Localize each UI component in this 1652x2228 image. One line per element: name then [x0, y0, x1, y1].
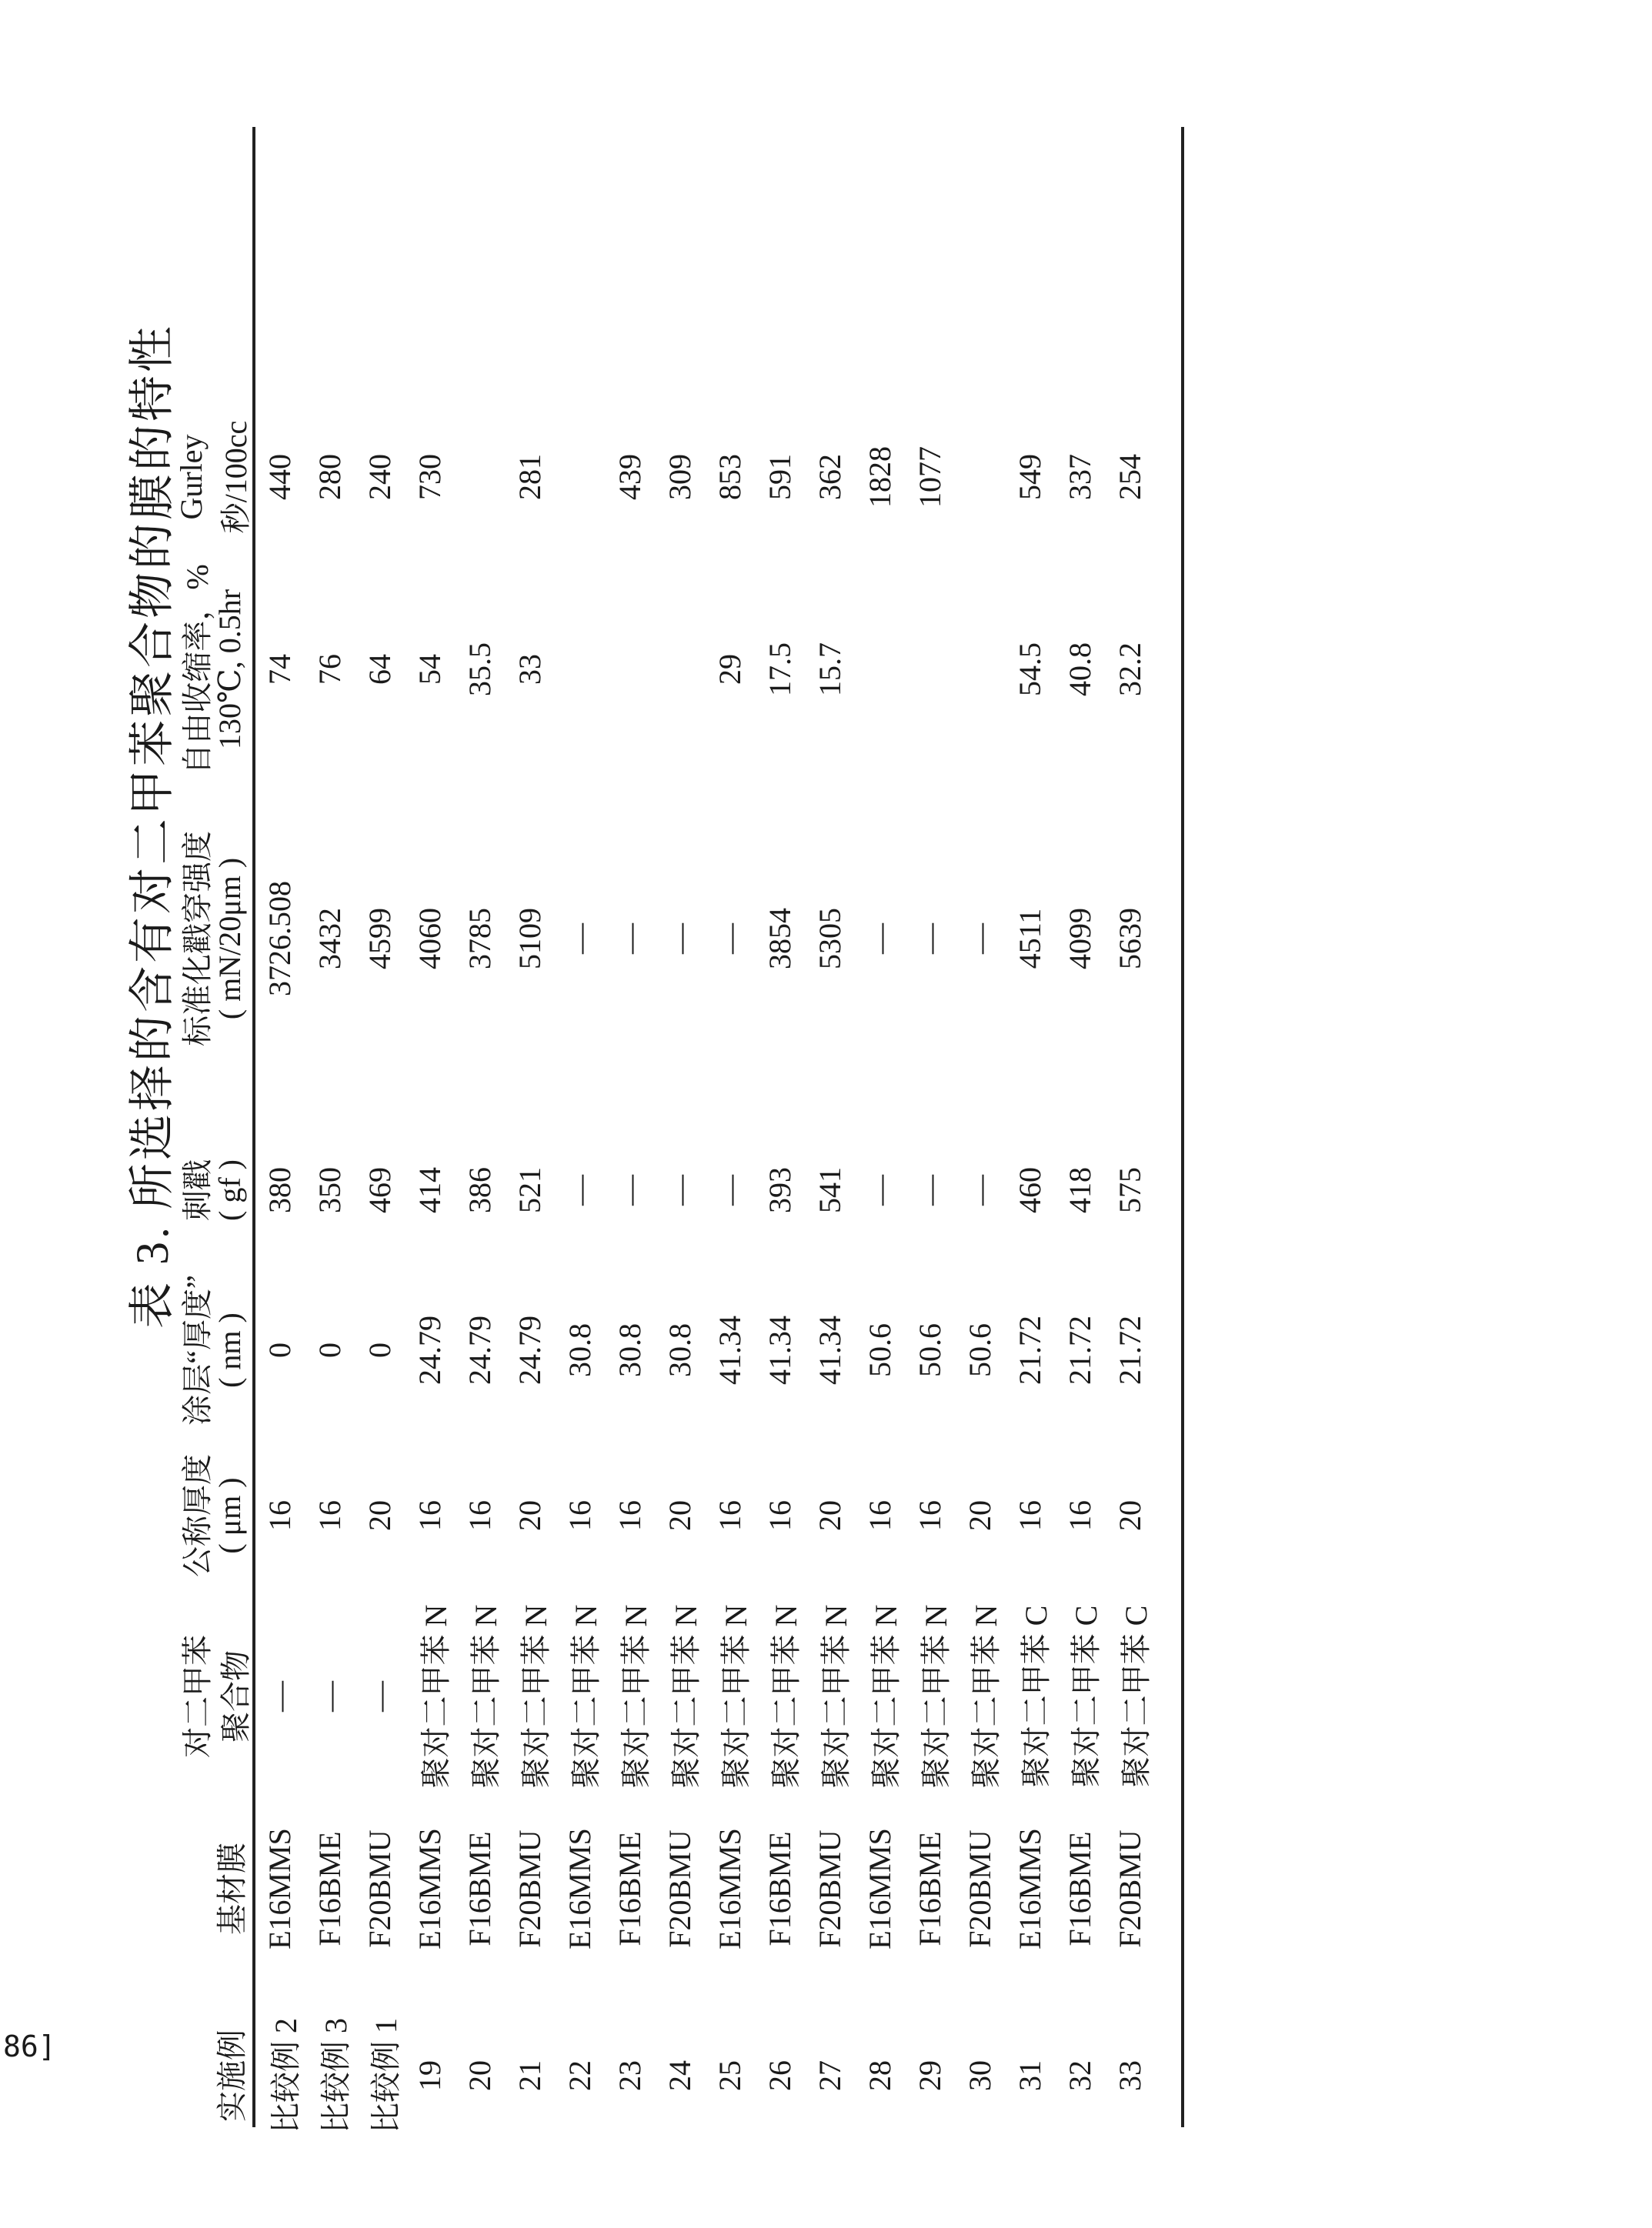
cell-coating-thickness: 0	[262, 1342, 297, 1358]
cell-free-shrinkage: 15.7	[813, 642, 847, 696]
cell-example: 19	[412, 2060, 447, 2091]
page-number: 86]	[3, 2030, 56, 2063]
header-puncture-unit: ( gf )	[212, 1159, 247, 1221]
cell-gurley: 440	[262, 454, 297, 500]
cell-coating-thickness: 0	[362, 1342, 397, 1358]
cell-free-shrinkage: 32.2	[1113, 642, 1147, 696]
cell-coating-thickness: 21.72	[1113, 1316, 1147, 1385]
cell-puncture: —	[713, 1175, 747, 1206]
cell-substrate-film: E16MMS	[1013, 1828, 1047, 1950]
cell-parylene-polymer: 聚对二甲苯 C	[1019, 1605, 1053, 1788]
cell-normalized-puncture: 5639	[1113, 908, 1147, 969]
header-example: 实施例	[215, 2030, 249, 2122]
cell-gurley: 549	[1013, 454, 1047, 500]
cell-substrate-film: F20BMU	[662, 1829, 697, 1948]
cell-coating-thickness: 24.79	[512, 1316, 547, 1385]
cell-substrate-film: F20BMU	[813, 1829, 847, 1948]
cell-free-shrinkage: 17.5	[763, 642, 797, 696]
cell-parylene-polymer: 聚对二甲苯 N	[519, 1604, 553, 1789]
cell-normalized-puncture: 4511	[1013, 908, 1047, 969]
cell-puncture: 414	[412, 1167, 447, 1213]
header-free-shrinkage-unit: 130℃, 0.5hr	[212, 589, 247, 750]
cell-normalized-puncture: —	[662, 923, 697, 954]
cell-substrate-film: E16MMS	[713, 1828, 747, 1950]
cell-puncture: 469	[362, 1167, 397, 1213]
cell-example: 28	[863, 2060, 897, 2091]
cell-nominal-thickness: 16	[262, 1500, 297, 1531]
cell-parylene-polymer: 聚对二甲苯 C	[1119, 1605, 1153, 1788]
cell-puncture: 380	[262, 1167, 297, 1213]
cell-free-shrinkage: 54	[412, 654, 447, 685]
header-coating-thickness-unit: ( nm )	[212, 1312, 247, 1388]
cell-puncture: —	[662, 1175, 697, 1206]
cell-normalized-puncture: 3785	[462, 908, 497, 969]
cell-gurley: 439	[612, 454, 647, 500]
table-bottom-rule	[1181, 127, 1184, 2127]
cell-nominal-thickness: 16	[1013, 1500, 1047, 1531]
cell-coating-thickness: 0	[312, 1342, 347, 1358]
cell-substrate-film: F16BME	[763, 1831, 797, 1946]
cell-gurley: 362	[813, 454, 847, 500]
cell-puncture: 521	[512, 1167, 547, 1213]
cell-parylene-polymer: 聚对二甲苯 C	[1069, 1605, 1103, 1788]
cell-free-shrinkage: 40.8	[1063, 642, 1097, 696]
cell-puncture: 418	[1063, 1167, 1097, 1213]
cell-nominal-thickness: 20	[662, 1500, 697, 1531]
cell-normalized-puncture: —	[612, 923, 647, 954]
cell-example: 比较例 1	[369, 2018, 403, 2133]
cell-parylene-polymer: 聚对二甲苯 N	[569, 1604, 603, 1789]
cell-substrate-film: F16BME	[462, 1831, 497, 1946]
cell-substrate-film: F20BMU	[512, 1829, 547, 1948]
cell-example: 比较例 3	[319, 2018, 353, 2133]
header-normalized-puncture-unit: ( mN/20μm )	[212, 857, 247, 1020]
cell-coating-thickness: 41.34	[813, 1316, 847, 1385]
cell-puncture: —	[612, 1175, 647, 1206]
cell-nominal-thickness: 16	[1063, 1500, 1097, 1531]
cell-example: 27	[813, 2060, 847, 2091]
cell-gurley: 730	[412, 454, 447, 500]
cell-coating-thickness: 24.79	[412, 1316, 447, 1385]
cell-gurley: 280	[312, 454, 347, 500]
header-gurley: Gurley	[174, 434, 209, 520]
header-free-shrinkage: 自由收缩率，%	[180, 564, 215, 775]
cell-example: 30	[963, 2060, 997, 2091]
cell-nominal-thickness: 16	[913, 1500, 947, 1531]
header-substrate-film: 基材膜	[215, 1843, 249, 1935]
cell-example: 25	[713, 2060, 747, 2091]
cell-coating-thickness: 30.8	[562, 1323, 597, 1377]
cell-normalized-puncture: 3854	[763, 908, 797, 969]
cell-example: 22	[562, 2060, 597, 2091]
cell-free-shrinkage: 29	[713, 654, 747, 685]
cell-nominal-thickness: 20	[362, 1500, 397, 1531]
cell-parylene-polymer: 聚对二甲苯 N	[619, 1604, 653, 1789]
cell-substrate-film: E16MMS	[412, 1828, 447, 1950]
header-gurley-unit: 秒/100cc	[219, 420, 253, 534]
cell-substrate-film: F16BME	[1063, 1831, 1097, 1946]
cell-coating-thickness: 21.72	[1063, 1316, 1097, 1385]
cell-normalized-puncture: 3726.508	[262, 881, 297, 996]
cell-normalized-puncture: —	[913, 923, 947, 954]
cell-puncture: —	[963, 1175, 997, 1206]
cell-example: 33	[1113, 2060, 1147, 2091]
cell-puncture: 350	[312, 1167, 347, 1213]
cell-normalized-puncture: —	[963, 923, 997, 954]
cell-puncture: 541	[813, 1167, 847, 1213]
cell-gurley: 853	[713, 454, 747, 500]
cell-normalized-puncture: —	[713, 923, 747, 954]
cell-parylene-polymer: 聚对二甲苯 N	[769, 1604, 803, 1789]
cell-gurley: 240	[362, 454, 397, 500]
cell-normalized-puncture: 4060	[412, 908, 447, 969]
cell-example: 比较例 2	[269, 2018, 303, 2133]
cell-coating-thickness: 30.8	[662, 1323, 697, 1377]
header-nominal-thickness-unit: ( μm )	[212, 1477, 247, 1554]
rotated-table-page	[115, 112, 1362, 2133]
cell-nominal-thickness: 16	[863, 1500, 897, 1531]
cell-nominal-thickness: 16	[612, 1500, 647, 1531]
cell-nominal-thickness: 16	[412, 1500, 447, 1531]
cell-parylene-polymer: 聚对二甲苯 N	[869, 1604, 903, 1789]
cell-puncture: 386	[462, 1167, 497, 1213]
cell-parylene-polymer: 聚对二甲苯 N	[819, 1604, 853, 1789]
cell-nominal-thickness: 16	[462, 1500, 497, 1531]
cell-nominal-thickness: 16	[312, 1500, 347, 1531]
cell-nominal-thickness: 20	[1113, 1500, 1147, 1531]
cell-puncture: —	[562, 1175, 597, 1206]
cell-puncture: —	[913, 1175, 947, 1206]
cell-gurley: 1077	[913, 446, 947, 508]
cell-substrate-film: F20BMU	[1113, 1829, 1147, 1948]
cell-example: 31	[1013, 2060, 1047, 2091]
cell-coating-thickness: 30.8	[612, 1323, 647, 1377]
cell-gurley: 337	[1063, 454, 1097, 500]
cell-parylene-polymer: 聚对二甲苯 N	[469, 1604, 503, 1789]
cell-free-shrinkage: 64	[362, 654, 397, 685]
cell-normalized-puncture: 4099	[1063, 908, 1097, 969]
cell-nominal-thickness: 16	[713, 1500, 747, 1531]
cell-nominal-thickness: 20	[813, 1500, 847, 1531]
cell-free-shrinkage: 33	[512, 654, 547, 685]
cell-free-shrinkage: 35.5	[462, 642, 497, 696]
cell-coating-thickness: 41.34	[713, 1316, 747, 1385]
cell-example: 24	[662, 2060, 697, 2091]
cell-nominal-thickness: 16	[763, 1500, 797, 1531]
cell-puncture: 460	[1013, 1167, 1047, 1213]
cell-normalized-puncture: 4599	[362, 908, 397, 969]
cell-substrate-film: F16BME	[913, 1831, 947, 1946]
cell-gurley: 309	[662, 454, 697, 500]
cell-substrate-film: F16BME	[612, 1831, 647, 1946]
cell-substrate-film: F16BME	[312, 1831, 347, 1946]
cell-normalized-puncture: 5109	[512, 908, 547, 969]
header-coating-thickness: 涂层“厚度”	[180, 1275, 215, 1426]
cell-nominal-thickness: 20	[512, 1500, 547, 1531]
cell-free-shrinkage: 74	[262, 654, 297, 685]
cell-nominal-thickness: 20	[963, 1500, 997, 1531]
cell-example: 20	[462, 2060, 497, 2091]
cell-substrate-film: F20BMU	[362, 1829, 397, 1948]
cell-parylene-polymer: 聚对二甲苯 N	[419, 1604, 453, 1789]
cell-parylene-polymer: —	[262, 1681, 297, 1712]
cell-substrate-film: E16MMS	[562, 1828, 597, 1950]
cell-gurley: 591	[763, 454, 797, 500]
cell-parylene-polymer: 聚对二甲苯 N	[719, 1604, 753, 1789]
cell-coating-thickness: 41.34	[763, 1316, 797, 1385]
cell-parylene-polymer: 聚对二甲苯 N	[969, 1604, 1003, 1789]
cell-nominal-thickness: 16	[562, 1500, 597, 1531]
cell-free-shrinkage: 54.5	[1013, 642, 1047, 696]
cell-coating-thickness: 50.6	[863, 1323, 897, 1377]
header-parylene-polymer: 对二甲苯	[180, 1635, 215, 1758]
header-nominal-thickness: 公称厚度	[180, 1454, 215, 1577]
header-puncture: 刺戳	[180, 1159, 215, 1221]
cell-parylene-polymer: 聚对二甲苯 N	[919, 1604, 953, 1789]
cell-example: 26	[763, 2060, 797, 2091]
cell-parylene-polymer: 聚对二甲苯 N	[669, 1604, 703, 1789]
cell-substrate-film: E16MMS	[863, 1828, 897, 1950]
table-title: 表 3. 所选择的含有对二甲苯聚合物的膜的特性	[127, 323, 178, 1329]
cell-coating-thickness: 50.6	[913, 1323, 947, 1377]
cell-example: 21	[512, 2060, 547, 2091]
header-parylene-polymer-unit: 聚合物	[219, 1650, 253, 1743]
cell-gurley: 281	[512, 454, 547, 500]
cell-example: 29	[913, 2060, 947, 2091]
cell-normalized-puncture: 5305	[813, 908, 847, 969]
cell-puncture: 393	[763, 1167, 797, 1213]
cell-coating-thickness: 24.79	[462, 1316, 497, 1385]
cell-normalized-puncture: 3432	[312, 908, 347, 969]
cell-puncture: 575	[1113, 1167, 1147, 1213]
cell-example: 32	[1063, 2060, 1097, 2091]
cell-coating-thickness: 21.72	[1013, 1316, 1047, 1385]
cell-normalized-puncture: —	[863, 923, 897, 954]
cell-gurley: 254	[1113, 454, 1147, 500]
header-normalized-puncture: 标准化戳穿强度	[180, 831, 215, 1046]
cell-parylene-polymer: —	[312, 1681, 347, 1712]
cell-parylene-polymer: —	[362, 1681, 397, 1712]
cell-normalized-puncture: —	[562, 923, 597, 954]
cell-example: 23	[612, 2060, 647, 2091]
cell-substrate-film: E16MMS	[262, 1828, 297, 1950]
cell-gurley: 1828	[863, 446, 897, 508]
cell-coating-thickness: 50.6	[963, 1323, 997, 1377]
cell-free-shrinkage: 76	[312, 654, 347, 685]
cell-puncture: —	[863, 1175, 897, 1206]
cell-substrate-film: F20BMU	[963, 1829, 997, 1948]
